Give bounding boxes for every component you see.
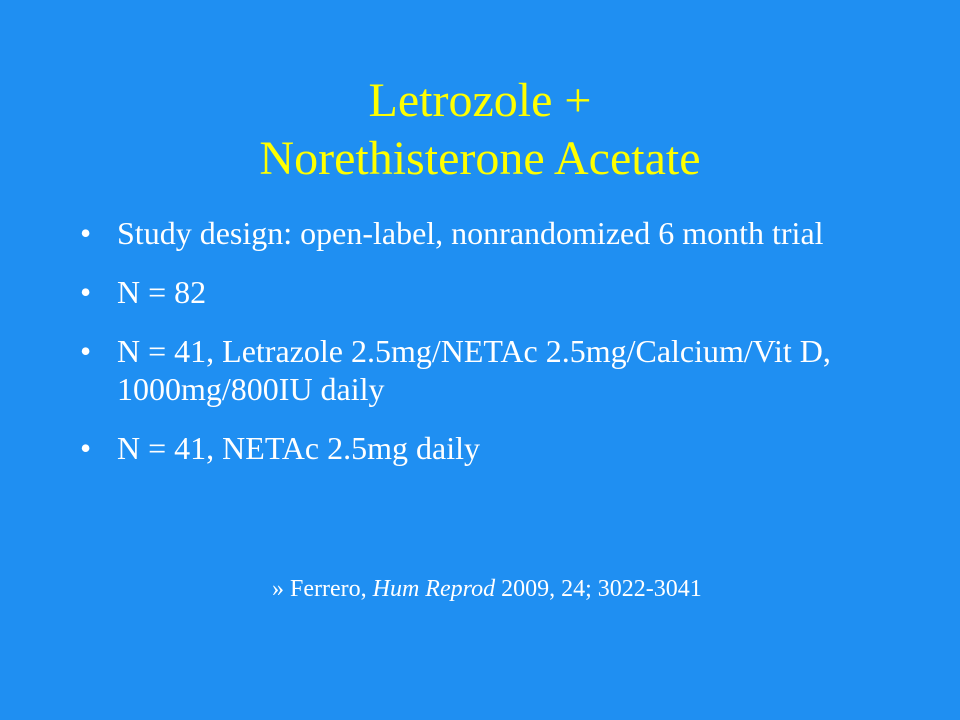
bullet-text: N = 41, Letrazole 2.5mg/NETAc 2.5mg/Calcium/Vit D, 1000mg/800IU daily bbox=[117, 333, 831, 407]
bullet-item bbox=[80, 273, 880, 311]
citation bbox=[272, 574, 702, 604]
citation-journal: Hum Reprod bbox=[372, 576, 496, 602]
citation-marker: » bbox=[272, 576, 284, 602]
bullet-item bbox=[80, 429, 880, 467]
bullet-item bbox=[80, 214, 880, 252]
bullet-text: N = 82 bbox=[117, 274, 207, 310]
bullet-marker: • bbox=[80, 430, 92, 466]
bullet-marker: • bbox=[80, 215, 92, 251]
title-line-2: Norethisterone Acetate bbox=[259, 132, 701, 185]
title-line-1: Letrozole + bbox=[368, 74, 592, 127]
citation-details: 2009, 24; 3022-3041 bbox=[501, 576, 702, 602]
slide-title bbox=[0, 72, 960, 188]
bullet-marker: • bbox=[80, 274, 92, 310]
bullet-item bbox=[80, 332, 880, 408]
bullet-text: N = 41, NETAc 2.5mg daily bbox=[117, 430, 480, 466]
bullet-text: Study design: open-label, nonrandomized 6 month trial bbox=[117, 215, 824, 251]
bullet-marker: • bbox=[80, 333, 92, 369]
bullet-list bbox=[80, 214, 880, 488]
citation-author: Ferrero, bbox=[290, 576, 367, 602]
